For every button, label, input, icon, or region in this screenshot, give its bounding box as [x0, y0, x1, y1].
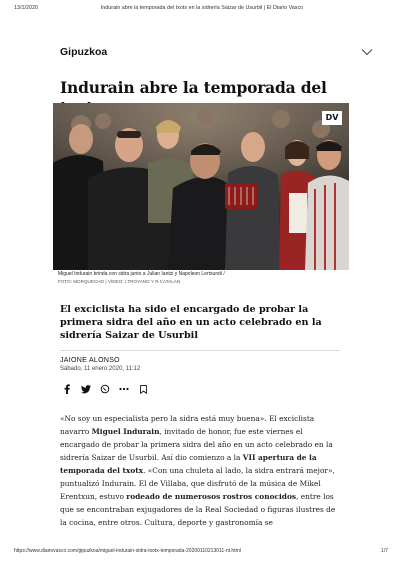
body-text-run: . «Con una chuleta al lado, la sidra entrará mejor», puntualizó Indurain. El de Villaba, que disfrutó de la música de Mikel Erentxun, estuvo: [60, 466, 335, 501]
page-number: 1/7: [381, 548, 388, 554]
body-highlight: Miguel Indurain: [91, 427, 160, 436]
bookmark-icon[interactable]: [138, 384, 148, 394]
print-footer: [14, 548, 390, 558]
body-text-run: , invitado de honor, fue este viernes el encargado de probar la primera sidra del año en un acto celebrado en la sidrería Saizar de Usurbil. Así dio comienzo a la: [60, 427, 333, 462]
article-title: Indurain abre la temporada del: [60, 78, 327, 98]
print-page-title: Indurain abre la temporada del txotx en la sidrería Saizar de Usurbil | El Diario Vasco: [100, 5, 304, 11]
print-date: 13/1/2020: [14, 5, 38, 11]
article-photo[interactable]: [53, 103, 349, 270]
publish-date: Sábado, 11 enero 2020, 11:12: [60, 366, 141, 372]
section-header: [60, 46, 375, 62]
share-bar: [62, 383, 148, 395]
photo-image: [53, 103, 349, 270]
facebook-icon[interactable]: [62, 384, 72, 394]
author-name[interactable]: JAIONE ALONSO: [60, 357, 120, 364]
article-subtitle: El exciclista ha sido el encargado de probar la primera sidra del año en un acto celebrado en la sidrería Saizar de Usurbil: [60, 303, 322, 341]
section-link[interactable]: Gipuzkoa: [60, 46, 108, 58]
photo-credit: FOTO: MORQUECHO | VÍDEO: I.TROYANO Y R.CATALAN: [58, 279, 181, 284]
body-highlight: VII apertura de la temporada del txotx: [60, 453, 317, 475]
dv-logo: DV: [322, 111, 342, 125]
body-paragraph: [60, 412, 344, 529]
article-body: [60, 412, 344, 529]
whatsapp-icon[interactable]: [100, 384, 110, 394]
body-text-run: , entre los que se encontraban exjugadores de la Real Sociedad o figuras ilustres de la cocina, entre otros. Cultura, deporte y gastronomía se: [60, 492, 336, 527]
divider: [60, 350, 340, 351]
body-text-run: «No soy un especialista pero la sidra está muy buena». El exciclista navarro: [60, 414, 315, 436]
chevron-down-icon[interactable]: [361, 46, 373, 58]
body-highlight: rodeado de numerosos rostros conocidos: [126, 492, 297, 501]
photo-caption: [58, 271, 348, 285]
caption-text: Miguel Indurain brinda con sidra junto a Julian Iantzi y Napoleon Lertxundi /: [58, 271, 225, 277]
twitter-icon[interactable]: [81, 384, 91, 394]
more-options-icon[interactable]: [119, 384, 129, 394]
print-url: https://www.diariovasco.com/gipuzkoa/miguel-indurain-sidra-txotx-temporada-20200110213011-nt.html: [14, 548, 241, 554]
print-header: [14, 5, 390, 17]
